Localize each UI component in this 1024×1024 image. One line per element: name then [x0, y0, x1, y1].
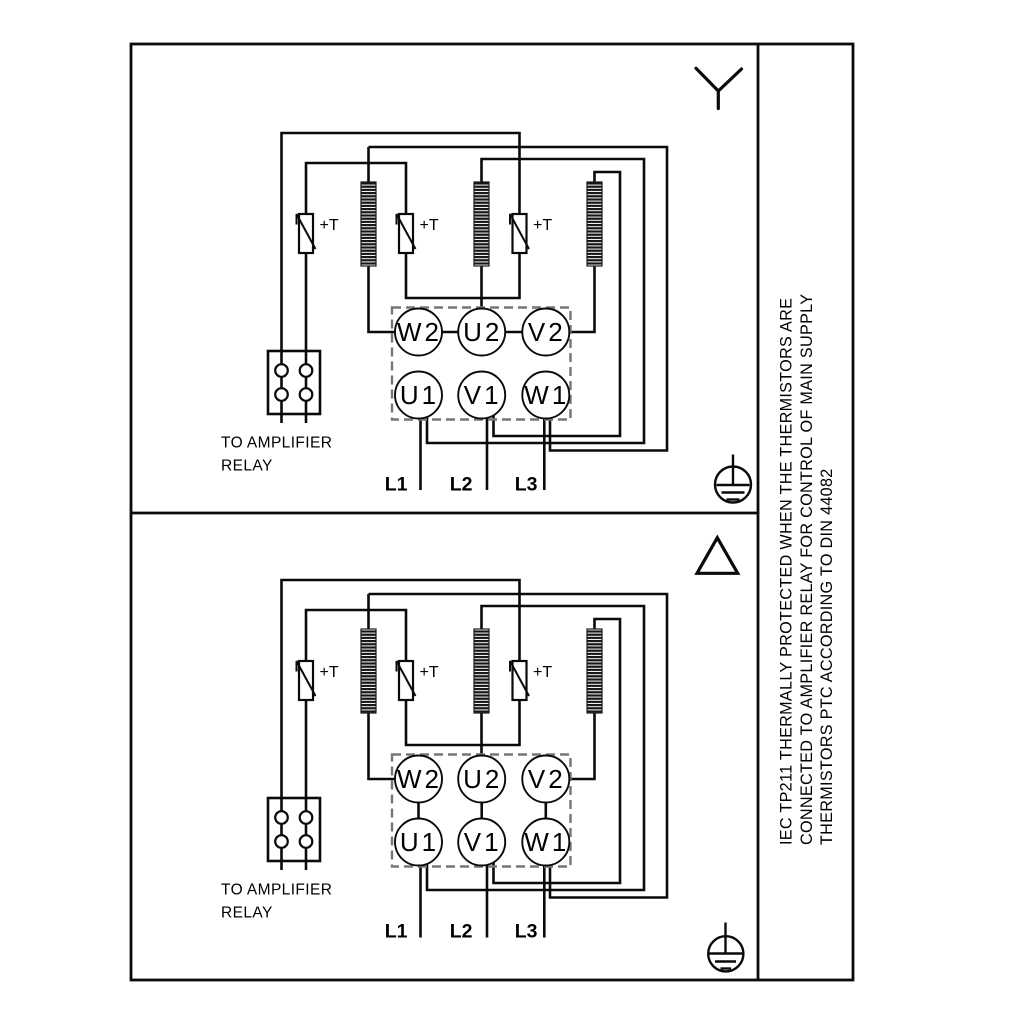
- motor-winding-coil-V: [587, 629, 602, 713]
- terminal-label-V1: V1: [463, 827, 502, 857]
- ptc-thermistor-2: [397, 661, 439, 700]
- supply-label-L1: L1: [384, 473, 408, 496]
- motor-winding-coil-U: [474, 629, 489, 713]
- side-note: [778, 294, 837, 845]
- ptc-thermistor-2: [397, 214, 439, 253]
- supply-label-L2: L2: [449, 473, 473, 496]
- terminal-label-W2: W2: [397, 764, 442, 794]
- relay-terminal: [275, 388, 288, 401]
- side-note-line-3: THERMISTORS PTC ACCORDING TO DIN 44082: [818, 468, 837, 845]
- thermistor-label: +T: [319, 217, 339, 234]
- supply-label-L2: L2: [449, 920, 473, 943]
- relay-box: [268, 798, 320, 861]
- terminal-label-V1: V1: [463, 380, 502, 410]
- relay-terminal: [300, 364, 313, 377]
- thermistor-label: +T: [419, 217, 439, 234]
- relay-terminal: [300, 811, 313, 824]
- terminal-board: [392, 308, 571, 420]
- terminal-label-U2: U2: [463, 317, 503, 347]
- star-connection-icon: [696, 68, 742, 108]
- terminal-label-W1: W1: [524, 380, 570, 410]
- motor-winding-coil-V: [587, 182, 602, 266]
- relay-terminal: [300, 388, 313, 401]
- supply-label-L1: L1: [384, 920, 408, 943]
- thermistor-label: +T: [533, 217, 553, 234]
- ptc-thermistor-1: [297, 214, 339, 253]
- relay-caption-line-1: TO AMPLIFIER: [221, 881, 333, 899]
- panel-star: [221, 68, 751, 502]
- side-note-line-2: CONNECTED TO AMPLIFIER RELAY FOR CONTROL OF MAIN SUPPLY: [797, 293, 816, 845]
- relay-terminal: [275, 835, 288, 848]
- thermistor-label: +T: [533, 664, 553, 681]
- ptc-thermistor-3: [510, 661, 552, 700]
- earth-ground-icon: [715, 455, 751, 503]
- relay-terminal: [275, 364, 288, 377]
- ptc-thermistor-3: [510, 214, 552, 253]
- motor-winding-coil-W: [361, 629, 376, 713]
- terminal-label-U1: U1: [399, 827, 440, 857]
- amplifier-relay-terminal-block: [221, 798, 332, 922]
- thermistor-label: +T: [319, 664, 339, 681]
- terminal-label-V2: V2: [527, 317, 566, 347]
- supply-label-L3: L3: [514, 473, 538, 496]
- thermistor-label: +T: [419, 664, 439, 681]
- relay-box: [268, 351, 320, 414]
- relay-caption-line-2: RELAY: [221, 904, 273, 922]
- relay-terminal: [275, 811, 288, 824]
- supply-label-L3: L3: [514, 920, 538, 943]
- motor-winding-coil-U: [474, 182, 489, 266]
- amplifier-relay-terminal-block: [221, 351, 332, 475]
- relay-caption-line-2: RELAY: [221, 457, 273, 475]
- earth-ground-icon: [708, 923, 743, 972]
- delta-connection-icon: [697, 538, 738, 574]
- relay-caption-line-1: TO AMPLIFIER: [221, 434, 333, 452]
- motor-winding-coil-W: [361, 182, 376, 266]
- terminal-label-V2: V2: [527, 764, 566, 794]
- terminal-label-U1: U1: [399, 380, 440, 410]
- terminal-label-W1: W1: [524, 827, 570, 857]
- relay-terminal: [300, 835, 313, 848]
- terminal-label-W2: W2: [397, 317, 442, 347]
- panel-delta: [221, 538, 743, 972]
- ptc-thermistor-1: [297, 661, 339, 700]
- terminal-label-U2: U2: [463, 764, 503, 794]
- side-note-line-1: IEC TP211 THERMALLY PROTECTED WHEN THE THERMISTORS ARE: [777, 297, 796, 845]
